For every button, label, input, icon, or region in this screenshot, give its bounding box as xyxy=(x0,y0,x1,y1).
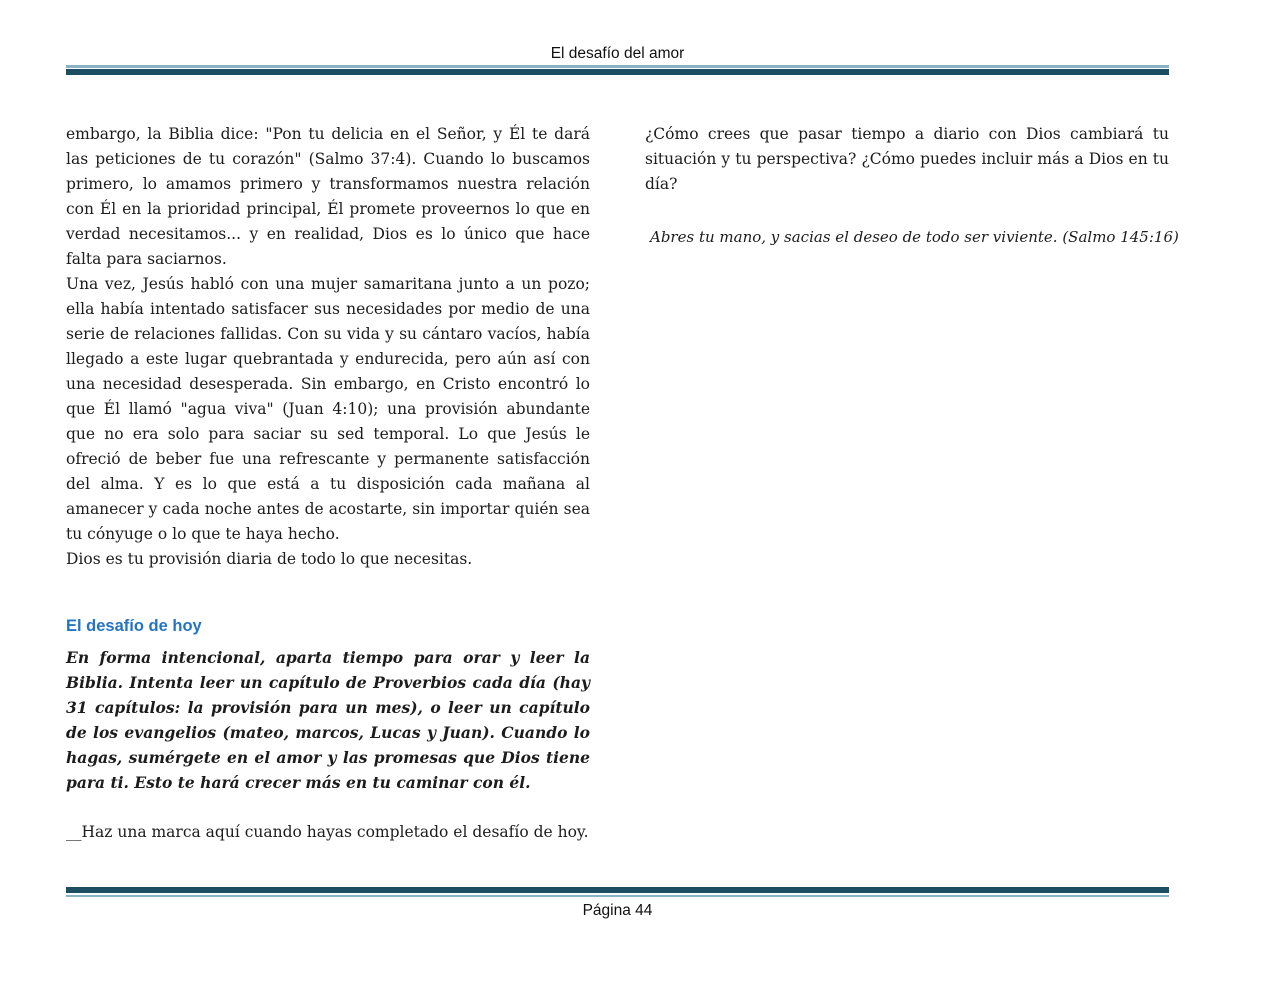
body-paragraph-1: embargo, la Biblia dice: "Pon tu delicia en el Señor, y Él te dará las peticiones de tu corazón" (Salmo 37:4). Cuando lo buscamos primero, lo amamos primero y transformamos nuestra relación con Él en la prioridad principal, Él promete proveernos lo que en verdad necesitamos... y en realidad, Dios es lo único que hace falta para saciarnos. xyxy=(66,125,590,268)
header-title: El desafío del amor xyxy=(550,45,685,62)
scripture-verse: Abres tu mano, y sacias el deseo de todo ser viviente. (Salmo 145:16) xyxy=(650,228,1179,246)
question-paragraph: ¿Cómo crees que pasar tiempo a diario con Dios cambiará tu situación y tu perspectiva? ¿Cómo puedes incluir más a Dios en tu día? xyxy=(645,125,1169,193)
right-column xyxy=(645,122,1179,845)
document-page xyxy=(66,0,1179,990)
page-body xyxy=(66,122,1179,845)
header-rule xyxy=(66,65,1169,75)
body-paragraph-2: Una vez, Jesús habló con una mujer samaritana junto a un pozo; ella había intentado satisfacer sus necesidades por medio de una serie de relaciones fallidas. Con su vida y su cántaro vacíos, había llegado a este lugar quebrantada y endurecida, pero aún así con una necesidad desesperada. Sin embargo, en Cristo encontró lo que Él llamó "agua viva" (Juan 4:10); una provisión abundante que no era solo para saciar su sed temporal. Lo que Jesús le ofreció de beber fue una refrescante y permanente satisfacción del alma. Y es lo que está a tu disposición cada mañana al amanecer y cada noche antes de acostarte, sin importar quién sea tu cónyuge o lo que te haya hecho. xyxy=(66,275,590,543)
header-rule-dark-line xyxy=(66,69,1169,75)
body-paragraph-3: Dios es tu provisión diaria de todo lo que necesitas. xyxy=(66,550,473,568)
footer-rule-light-line xyxy=(66,895,1169,897)
footer-rule xyxy=(66,887,1169,897)
challenge-check-line: __Haz una marca aquí cuando hayas completado el desafío de hoy. xyxy=(66,823,589,841)
page-number: Página 44 xyxy=(582,902,653,919)
challenge-heading: El desafío de hoy xyxy=(66,617,202,635)
challenge-text: En forma intencional, aparta tiempo para orar y leer la Biblia. Intenta leer un capítulo de Proverbios cada día (hay 31 capítulos: la provisión para un mes), o leer un capítulo de los evangelios (mateo, marcos, Lucas y Juan). Cuando lo hagas, sumérgete en el amor y las promesas que Dios tiene para ti. Esto te hará crecer más en tu caminar con él. xyxy=(66,648,590,792)
left-column xyxy=(66,122,590,845)
